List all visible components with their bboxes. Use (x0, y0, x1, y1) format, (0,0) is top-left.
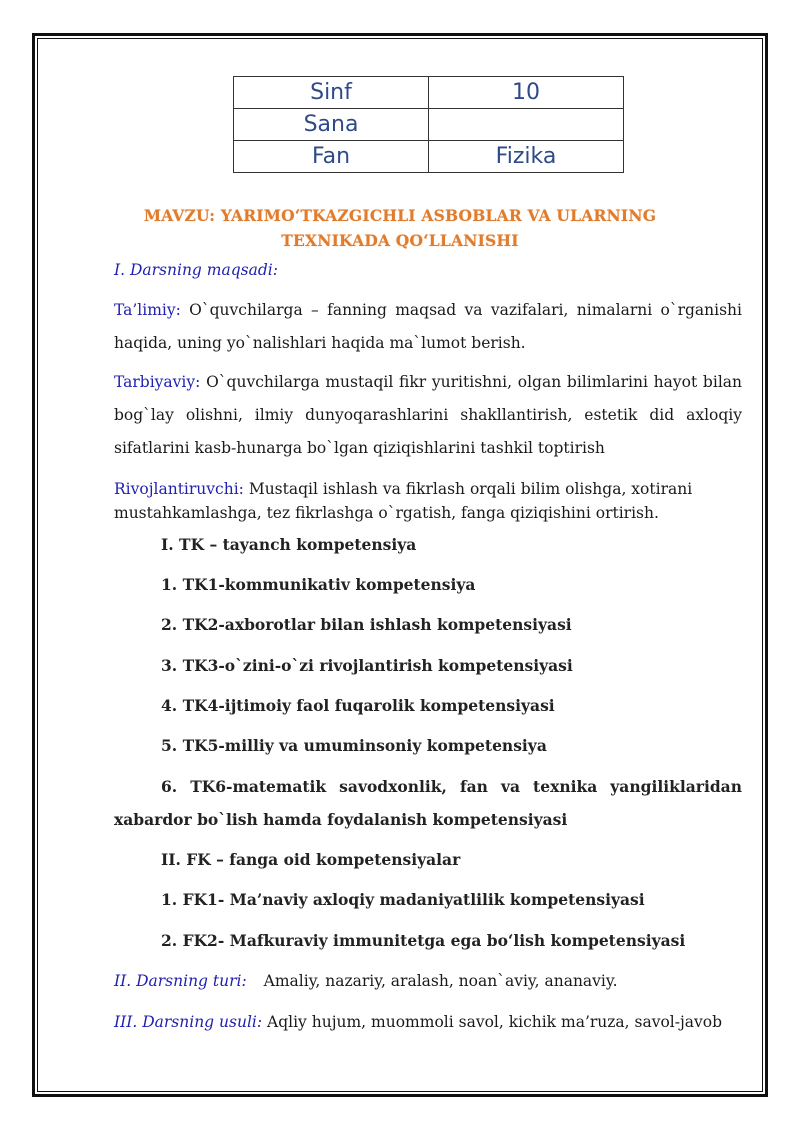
tarbiyaviy-label: Tarbiyaviy: (114, 373, 201, 391)
competency-item: II. FK – fanga oid kompetensiyalar (161, 850, 461, 869)
competency-item: 1. FK1- Ma’naviy axloqiy madaniyatlilik kompetensiyasi (161, 890, 645, 909)
competency-item: 5. TK5-milliy va umuminsoniy kompetensiya (161, 736, 547, 755)
talimiy-paragraph (114, 294, 742, 360)
info-value-cell: Fizika (429, 141, 624, 173)
paragraph-line (114, 477, 742, 501)
rivoj-paragraph (114, 477, 742, 525)
tarbiyaviy-text: O`quvchilarga mustaqil fikr yuritishni, olgan bilimlarini hayot bilan (200, 373, 742, 391)
lesson-type (114, 965, 742, 998)
tarbiyaviy-paragraph (114, 366, 742, 465)
paragraph-line: mustahkamlashga, tez fikrlashga o`rgatish, fanga qiziqishini ortirish. (114, 504, 659, 522)
paragraph-line (114, 366, 742, 399)
lesson-topic-title (110, 203, 690, 253)
talimiy-label: Ta’limiy: (114, 301, 181, 319)
competency-item: 6. TK6-matematik savodxonlik, fan va texnika yangiliklaridan (161, 777, 742, 796)
info-label-cell: Fan (234, 141, 429, 173)
rivoj-text: Mustaqil ishlash va fikrlash orqali bilim olishga, xotirani (243, 480, 693, 498)
competency-item: 2. FK2- Mafkuraviy immunitetga ega bo‘lish kompetensiyasi (161, 931, 686, 950)
competency-item-continued: xabardor bo`lish hamda foydalanish kompetensiyasi (114, 810, 568, 829)
info-label-cell: Sinf (234, 77, 429, 109)
competency-item: 1. TK1-kommunikativ kompetensiya (161, 575, 476, 594)
paragraph-line: sifatlarini kasb-hunarga bo`lgan qiziqishlarini tashkil toptirish (114, 439, 605, 457)
lesson-method-label: III. Darsning usuli: (114, 1013, 263, 1031)
lesson-method-value: Aqliy hujum, muommoli savol, kichik ma’ruza, savol-javob (262, 1013, 723, 1031)
rivoj-label: Rivojlantiruvchi: (114, 480, 244, 498)
goal-heading: I. Darsning maqsadi: (114, 261, 278, 279)
title-line: TEXNIKADA QO‘LLANISHI (281, 231, 519, 250)
competency-item: I. TK – tayanch kompetensiya (161, 535, 417, 554)
competency-item: 4. TK4-ijtimoiy faol fuqarolik kompetensiyasi (161, 696, 555, 715)
competency-list (114, 528, 742, 964)
lesson-info-table (233, 76, 624, 173)
talimiy-text: O`quvchilarga – fanning maqsad va vazifalari, nimalarni o`rganishi (180, 301, 742, 319)
competency-item: 2. TK2-axborotlar bilan ishlash kompetensiyasi (161, 615, 572, 634)
info-value-cell (429, 109, 624, 141)
table-row (234, 77, 624, 109)
table-row (234, 109, 624, 141)
info-value-cell: 10 (429, 77, 624, 109)
lesson-method (114, 1006, 742, 1039)
competency-item: 3. TK3-o`zini-o`zi rivojlantirish kompetensiyasi (161, 656, 573, 675)
lesson-type-label: II. Darsning turi: (114, 972, 247, 990)
paragraph-line (114, 294, 742, 327)
paragraph-line: haqida, uning yo`nalishlari haqida ma`lumot berish. (114, 334, 526, 352)
title-line: MAVZU: YARIMO‘TKAZGICHLI ASBOBLAR VA ULARNING (143, 206, 657, 225)
lesson-type-value: Amaliy, nazariy, aralash, noan`aviy, ananaviy. (263, 972, 618, 990)
table-row (234, 141, 624, 173)
paragraph-line: bog`lay olishni, ilmiy dunyoqarashlarini shakllantirish, estetik did axloqiy (114, 406, 742, 424)
info-label-cell: Sana (234, 109, 429, 141)
